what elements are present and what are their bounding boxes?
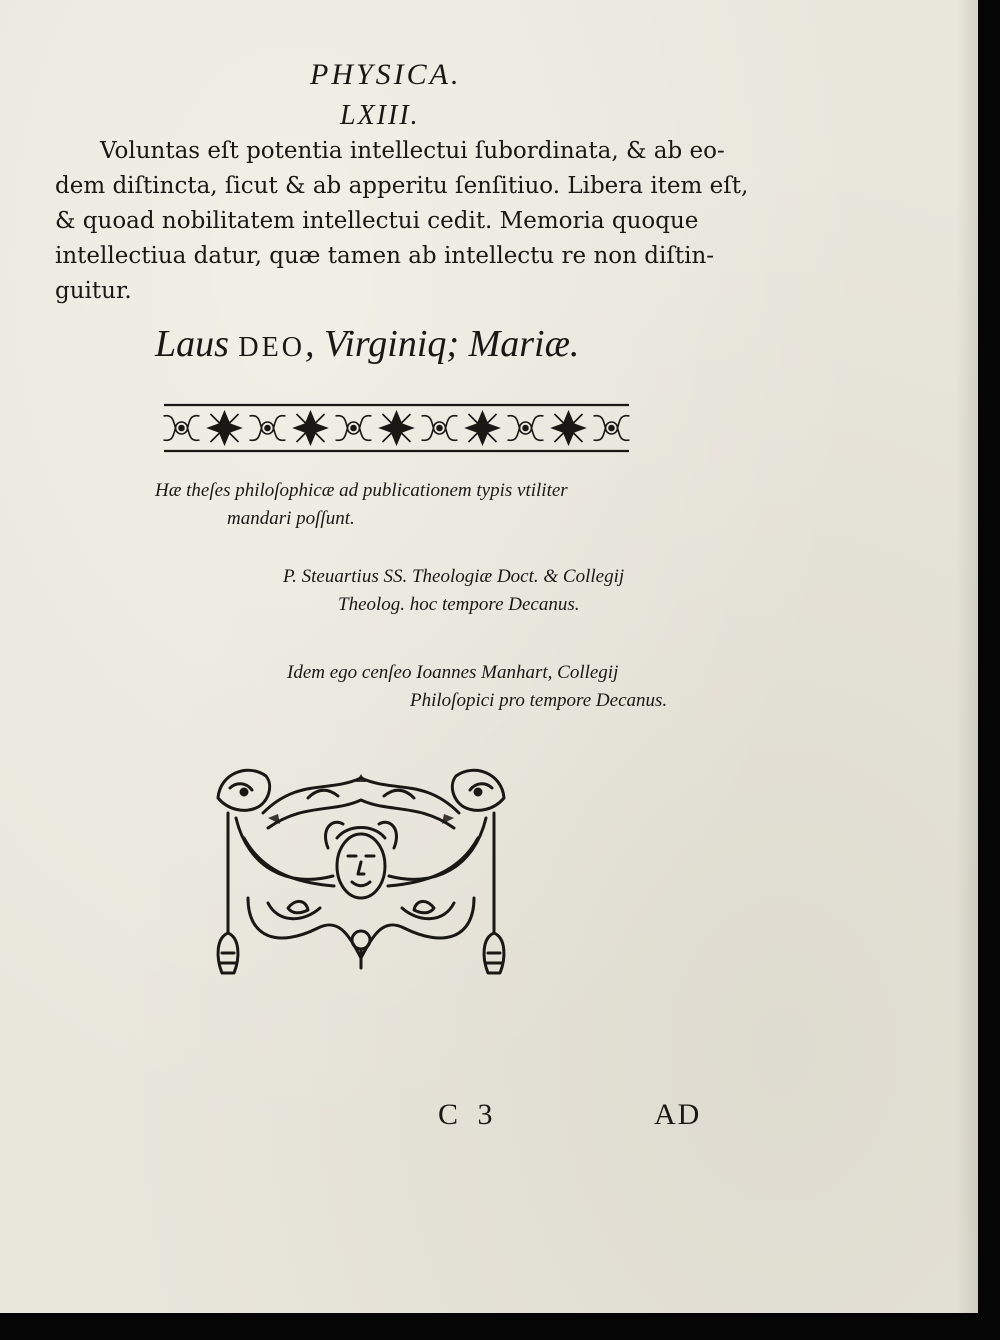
body-line: intellectiua datur, quæ tamen ab intellectu re non diſtin- — [55, 243, 715, 269]
laus-deo-line — [155, 322, 579, 366]
laus-deo: DEO — [238, 332, 305, 363]
approval-b-line1: P. Steuartius SS. Theologiæ Doct. & Collegij — [283, 566, 625, 587]
running-head: PHYSICA. — [310, 58, 462, 91]
approval-imprimatur — [155, 477, 568, 533]
fleuron-motif — [467, 412, 499, 444]
approval-a-line2: mandari poſſunt. — [227, 508, 355, 529]
fleuron-motif — [295, 412, 327, 444]
signature-mark: C 3 — [438, 1098, 499, 1131]
fleuron-motif — [381, 412, 413, 444]
body-paragraph — [55, 134, 749, 309]
approval-c-line2: Philoſopici pro tempore Decanus. — [410, 690, 668, 711]
approval-b-line2: Theolog. hoc tempore Decanus. — [338, 594, 580, 615]
fleuron-motif — [422, 416, 458, 441]
section-number: LXIII. — [340, 100, 420, 131]
approval-a-line1: Hæ theſes philoſophicæ ad publicationem typis vtiliter — [155, 480, 568, 501]
fleuron-motif — [164, 416, 200, 441]
approval-theology-dean — [283, 563, 624, 619]
laus-part2: , Virginiq; Mariæ. — [304, 323, 580, 365]
laus-part1: Laus — [155, 323, 239, 365]
catchword: AD — [654, 1098, 702, 1131]
fleuron-ornament-band-icon — [160, 402, 633, 454]
body-line: & quoad nobilitatem intellectui cedit. Memoria quoque — [55, 208, 699, 234]
fleuron-motif — [508, 416, 544, 441]
fleuron-motif — [250, 416, 286, 441]
approval-philosophy-dean — [287, 659, 667, 715]
fleuron-motif — [209, 412, 241, 444]
body-line: Voluntas eſt potentia intellectui ſubordinata, & ab eo- — [100, 138, 725, 164]
fleuron-motif — [553, 412, 585, 444]
body-line: dem diſtincta, ſicut & ab apperitu ſenſitiuo. Libera item eſt, — [55, 173, 749, 199]
fleuron-motif — [594, 416, 630, 441]
body-line: guitur. — [55, 278, 132, 304]
grotesque-mask-vignette-icon — [208, 758, 514, 995]
page-edge-shadow — [956, 0, 978, 1313]
fleuron-motif — [336, 416, 372, 441]
approval-c-line1: Idem ego cenſeo Ioannes Manhart, Collegij — [287, 662, 619, 683]
